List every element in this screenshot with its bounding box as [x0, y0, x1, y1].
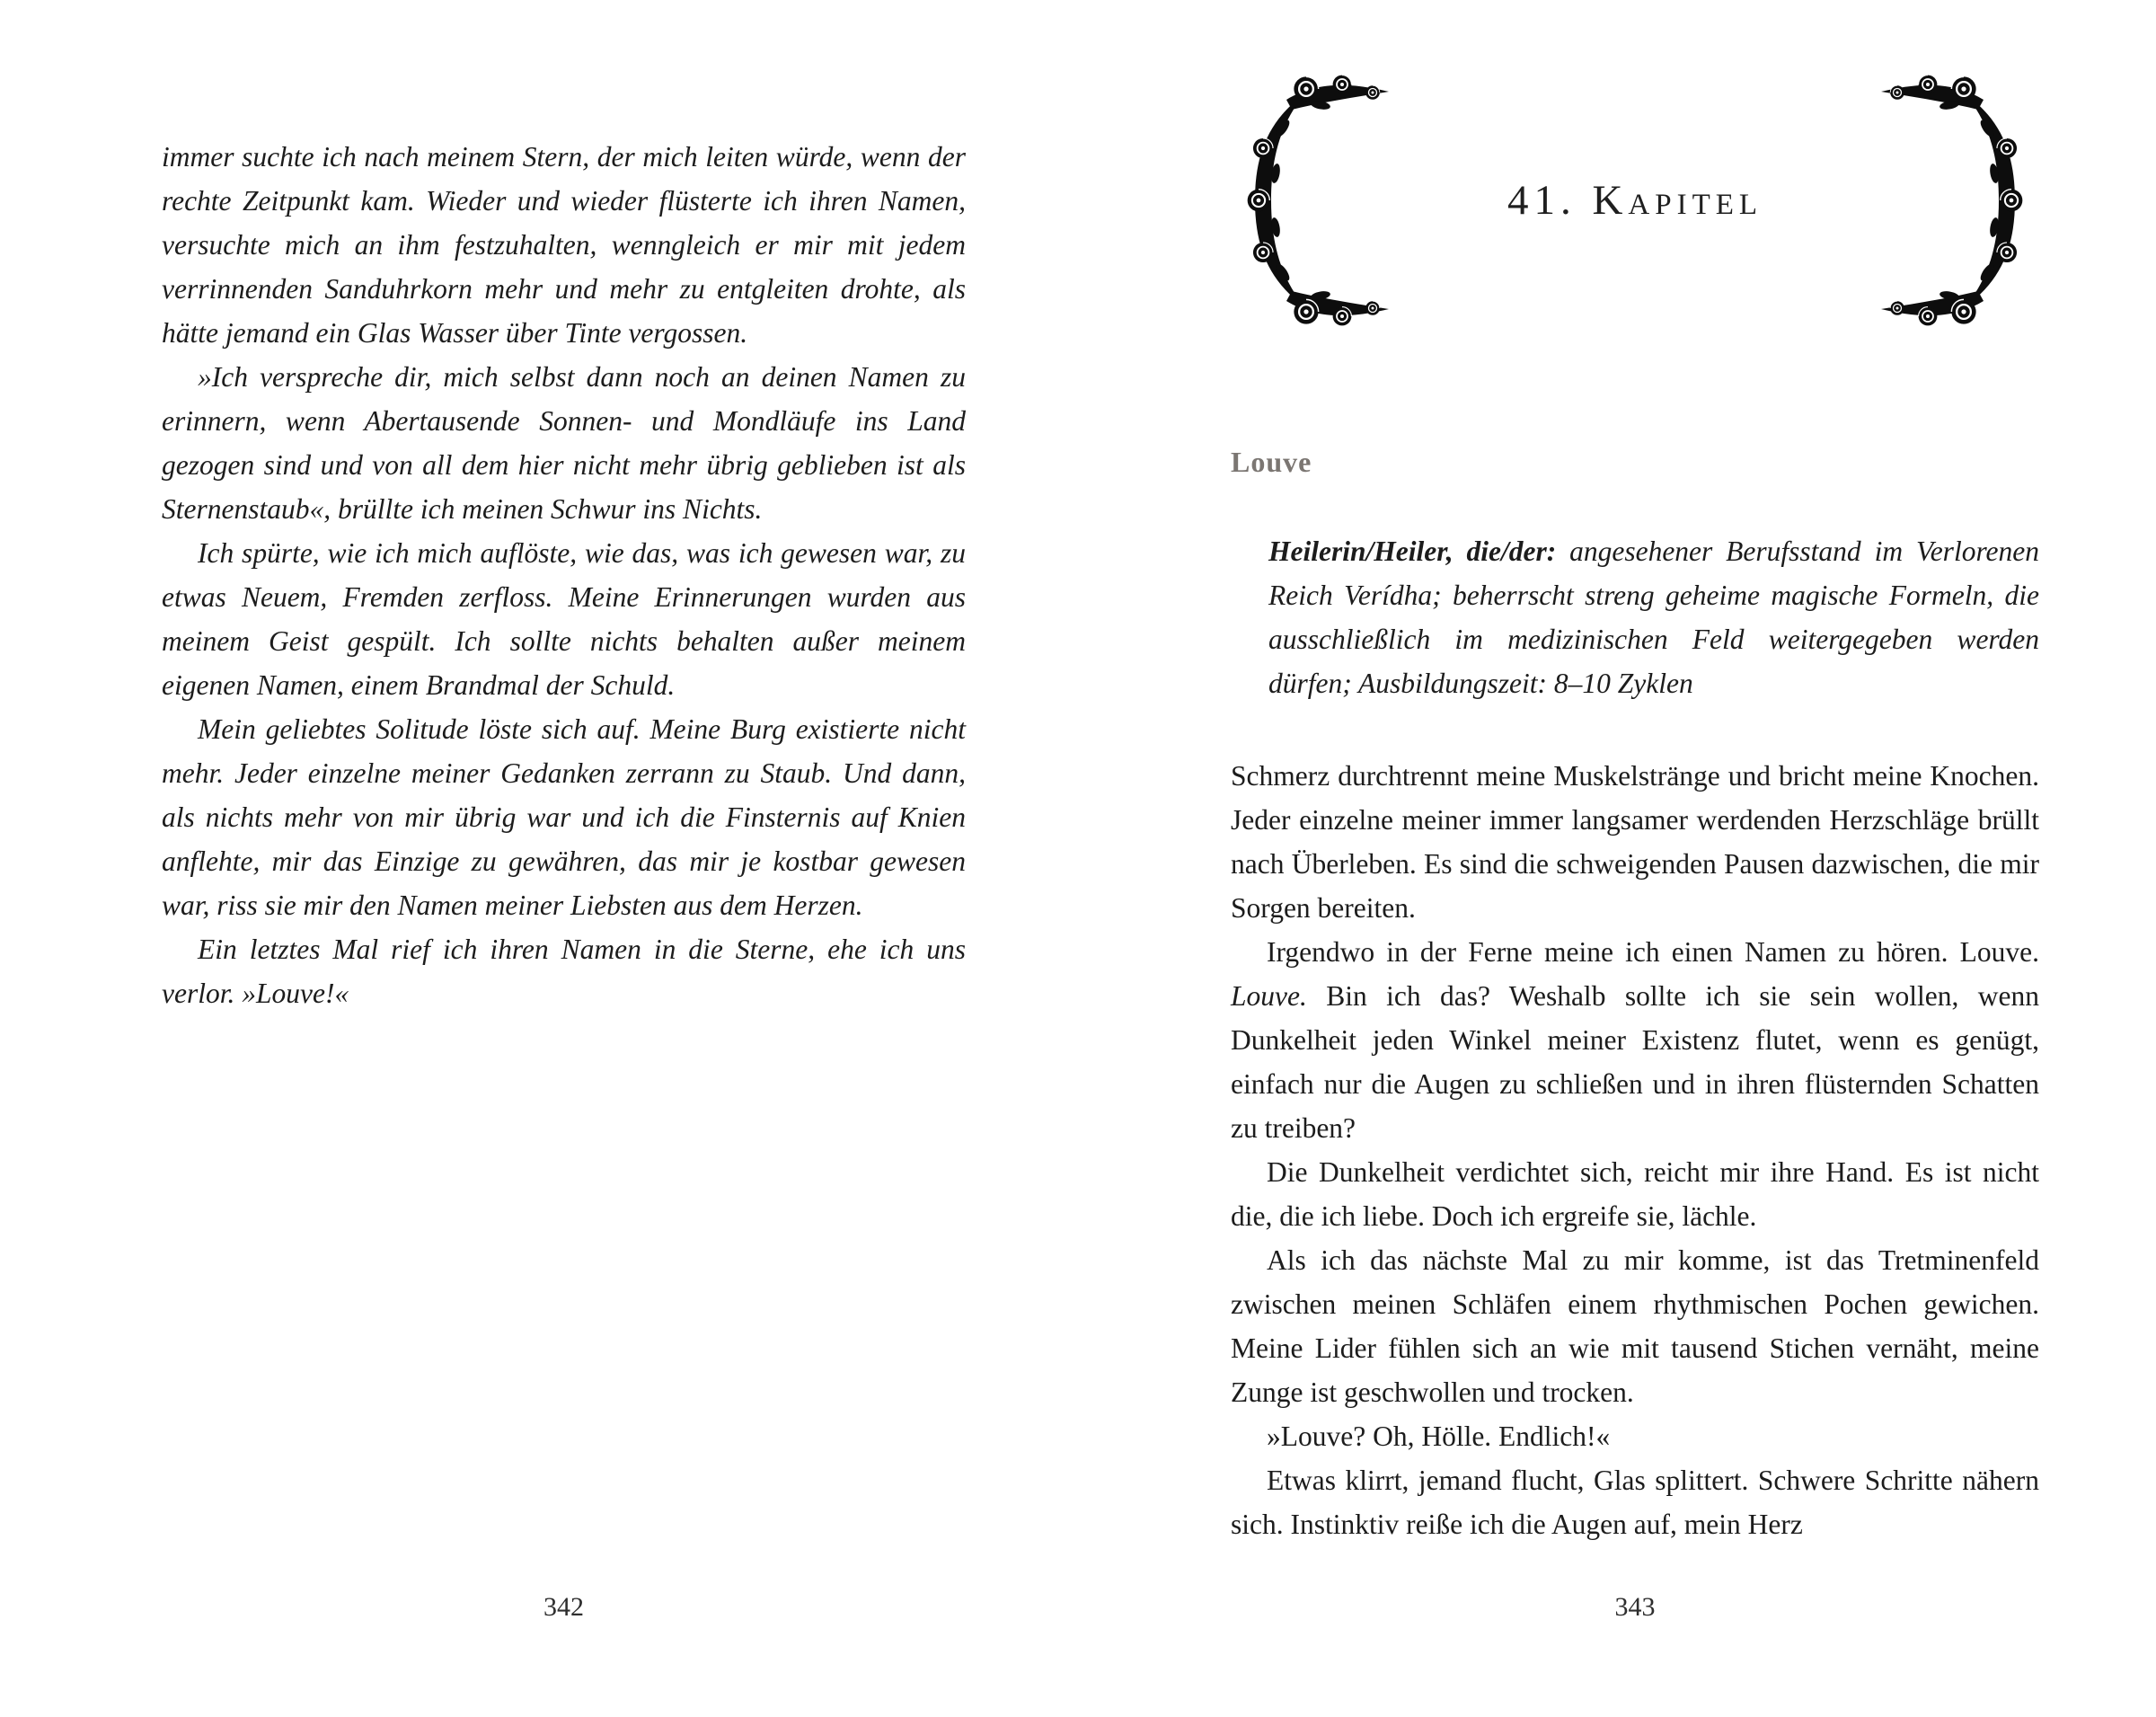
chapter-title: 41. Kapitel: [1507, 177, 1763, 224]
paragraph: [162, 355, 966, 531]
page-number-right: 343: [1614, 1592, 1656, 1622]
paragraph-segment: Mein geliebtes Solitude löste sich auf. Meine Burg existierte nicht mehr. Jeder einzelne meiner Gedanken zerrann zu Staub. Und dann, als nichts mehr von mir übrig war und ich die Finsternis auf Knien anflehte, mir das Einzige zu gewähren, das mir je kostbar gewesen war, riss sie mir den Namen meiner Liebsten aus dem Herzen.: [162, 713, 966, 921]
definition-term: Heilerin/Heiler, die/der:: [1268, 535, 1557, 567]
paragraph-segment: Bin ich das? Weshalb sollte ich sie sein wollen, wenn Dunkelheit jeden Winkel meiner Existenz flutet, wenn es genügt, einfach nur die Augen zu schließen und in ihren flüsternden Schatten zu treiben?: [1231, 980, 2039, 1144]
paragraph-segment: Irgendwo in der Ferne meine ich einen Namen zu hören. Louve.: [1267, 936, 2039, 968]
paragraph: [1231, 1458, 2039, 1546]
paragraph: [162, 135, 966, 355]
right-page: [1231, 52, 2039, 1546]
paragraph-segment: Ich spürte, wie ich mich auflöste, wie das, was ich gewesen war, zu etwas Neuem, Fremden zerfloss. Meine Erinnerungen wurden aus meinem Geist gespült. Ich sollte nichts behalten außer meinem eigenen Namen, einem Brandmal der Schuld.: [162, 537, 966, 701]
floral-ornament-right-icon: [1878, 66, 2039, 335]
paragraph: [162, 707, 966, 927]
page-number-left: 342: [543, 1592, 584, 1622]
left-page-text-block: [162, 135, 966, 1015]
chapter-heading-row: [1231, 52, 2039, 349]
definition-block: [1268, 529, 2039, 705]
paragraph-segment: Schmerz durchtrennt meine Muskelstränge und bricht meine Knochen. Jeder einzelne meiner immer langsamer werdenden Herzschläge brüllt nach Überleben. Es sind die schweigenden Pausen dazwischen, die mir Sorgen bereiten.: [1231, 760, 2039, 924]
paragraph-segment: Louve.: [1231, 980, 1307, 1012]
floral-ornament-left-icon: [1231, 66, 1392, 335]
paragraph-segment: Etwas klirrt, jemand flucht, Glas splittert. Schwere Schritte nähern sich. Instinktiv reiße ich die Augen auf, mein Herz: [1231, 1465, 2039, 1540]
paragraph-segment: Ein letztes Mal rief ich ihren Namen in die Sterne, ehe ich uns verlor. »Louve!«: [162, 934, 966, 1009]
paragraph: [1231, 1150, 2039, 1238]
paragraph: [1231, 1414, 2039, 1458]
paragraph-segment: »Louve? Oh, Hölle. Endlich!«: [1267, 1421, 1611, 1452]
paragraph-segment: Die Dunkelheit verdichtet sich, reicht mir ihre Hand. Es ist nicht die, die ich liebe. Doch ich ergreife sie, lächle.: [1231, 1156, 2039, 1232]
paragraph: [162, 927, 966, 1015]
section-label-louve: Louve: [1231, 446, 1312, 478]
paragraph-segment: Als ich das nächste Mal zu mir komme, ist das Tretminenfeld zwischen meinen Schläfen einem rhythmischen Pochen gewichen. Meine Lider fühlen sich an wie mit tausend Stichen vernäht, meine Zunge ist geschwollen und trocken.: [1231, 1244, 2039, 1408]
paragraph-segment: »Ich verspreche dir, mich selbst dann noch an deinen Namen zu erinnern, wenn Abertausende Sonnen- und Mondläufe ins Land gezogen sind und von all dem hier nicht mehr übrig geblieben ist als Sternenstaub«, brüllte ich meinen Schwur ins Nichts.: [162, 361, 966, 525]
paragraph: [162, 531, 966, 707]
paragraph: [1231, 930, 2039, 1150]
right-page-text-block: [1231, 754, 2039, 1546]
paragraph: [1231, 1238, 2039, 1414]
paragraph: [1231, 754, 2039, 930]
paragraph-segment: immer suchte ich nach meinem Stern, der mich leiten würde, wenn der rechte Zeitpunkt kam. Wieder und wieder flüsterte ich ihren Namen, versuchte mich an ihm festzuhalten, wenngleich er mir mit jedem verrinnenden Sanduhrkorn mehr und mehr zu entgleiten drohte, als hätte jemand ein Glas Wasser über Tinte vergossen.: [162, 141, 966, 349]
definition-body: angesehener Berufsstand im Verlorenen Reich Verídha; beherrscht streng geheime magische Formeln, die ausschließlich im medizinischen Feld weitergegeben werden dürfen; Ausbildungszeit: 8–10 Zyklen: [1268, 535, 2039, 699]
